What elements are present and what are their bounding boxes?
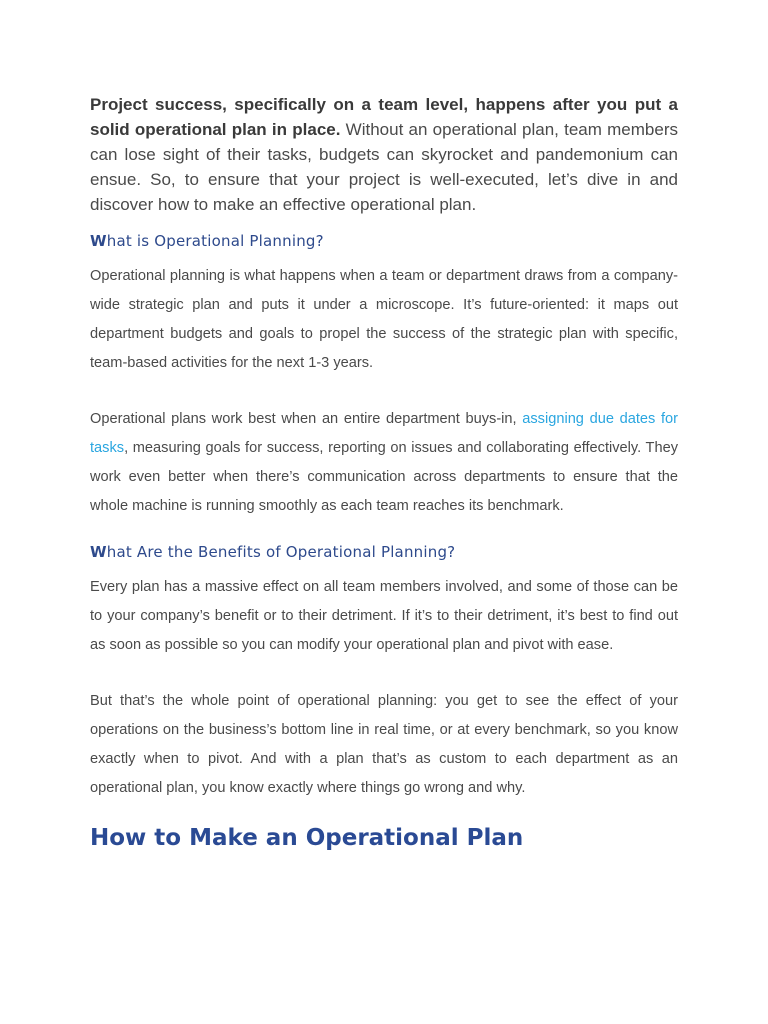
intro-text: Without an operational plan, team members can lose sight of their tasks, budgets can skyrocket and pandemonium can ensue. So, to ensure that your project is well-executed, let’s dive in and discover how to make an effective operational plan. [90,120,678,214]
heading-benefits-of-operational-planning [90,541,678,563]
paragraph-best-practices [90,405,678,521]
assigning-due-dates-link[interactable]: assigning due dates for tasks [90,411,678,456]
paragraph-effects: Every plan has a massive effect on all team members involved, and some of those can be to your company’s benefit or to their detriment. If it’s to their detriment, it’s best to find out as soon as possible so you can modify your operational plan and pivot with ease. [90,579,678,653]
intro-paragraph [90,92,678,217]
paragraph-whole-point: But that’s the whole point of operational planning: you get to see the effect of your operations on the business’s bottom line in real time, or at every benchmark, so you know exactly when to pivot. And with a plan that’s as custom to each department as an operational plan, you know exactly where things go wrong and why. [90,693,678,796]
heading-lead-letter: W [90,232,107,250]
heading-how-to-make-operational-plan: How to Make an Operational Plan [90,825,524,851]
heading-rest: hat is Operational Planning? [106,232,324,250]
heading-lead-letter: W [90,543,107,561]
paragraph-definition: Operational planning is what happens when a team or department draws from a company-wide strategic plan and puts it under a microscope. It’s future-oriented: it maps out department budgets and goals to propel the success of the strategic plan with specific, team-based activities for the next 1-3 years. [90,268,678,371]
paragraph-text-after-link: , measuring goals for success, reporting on issues and collaborating effectively. They work even better when there’s communication across departments to ensure that the whole machine is running smoothly as each team reaches its benchmark. [90,440,678,514]
heading-rest: hat Are the Benefits of Operational Planning? [106,543,456,561]
heading-what-is-operational-planning [90,230,678,252]
paragraph-text-before-link: Operational plans work best when an entire department buys-in, [90,411,523,427]
document-page [90,92,678,853]
intro-bold-lead: Project success, specifically on a team level, happens after you put a solid operational plan in place. [90,95,678,139]
